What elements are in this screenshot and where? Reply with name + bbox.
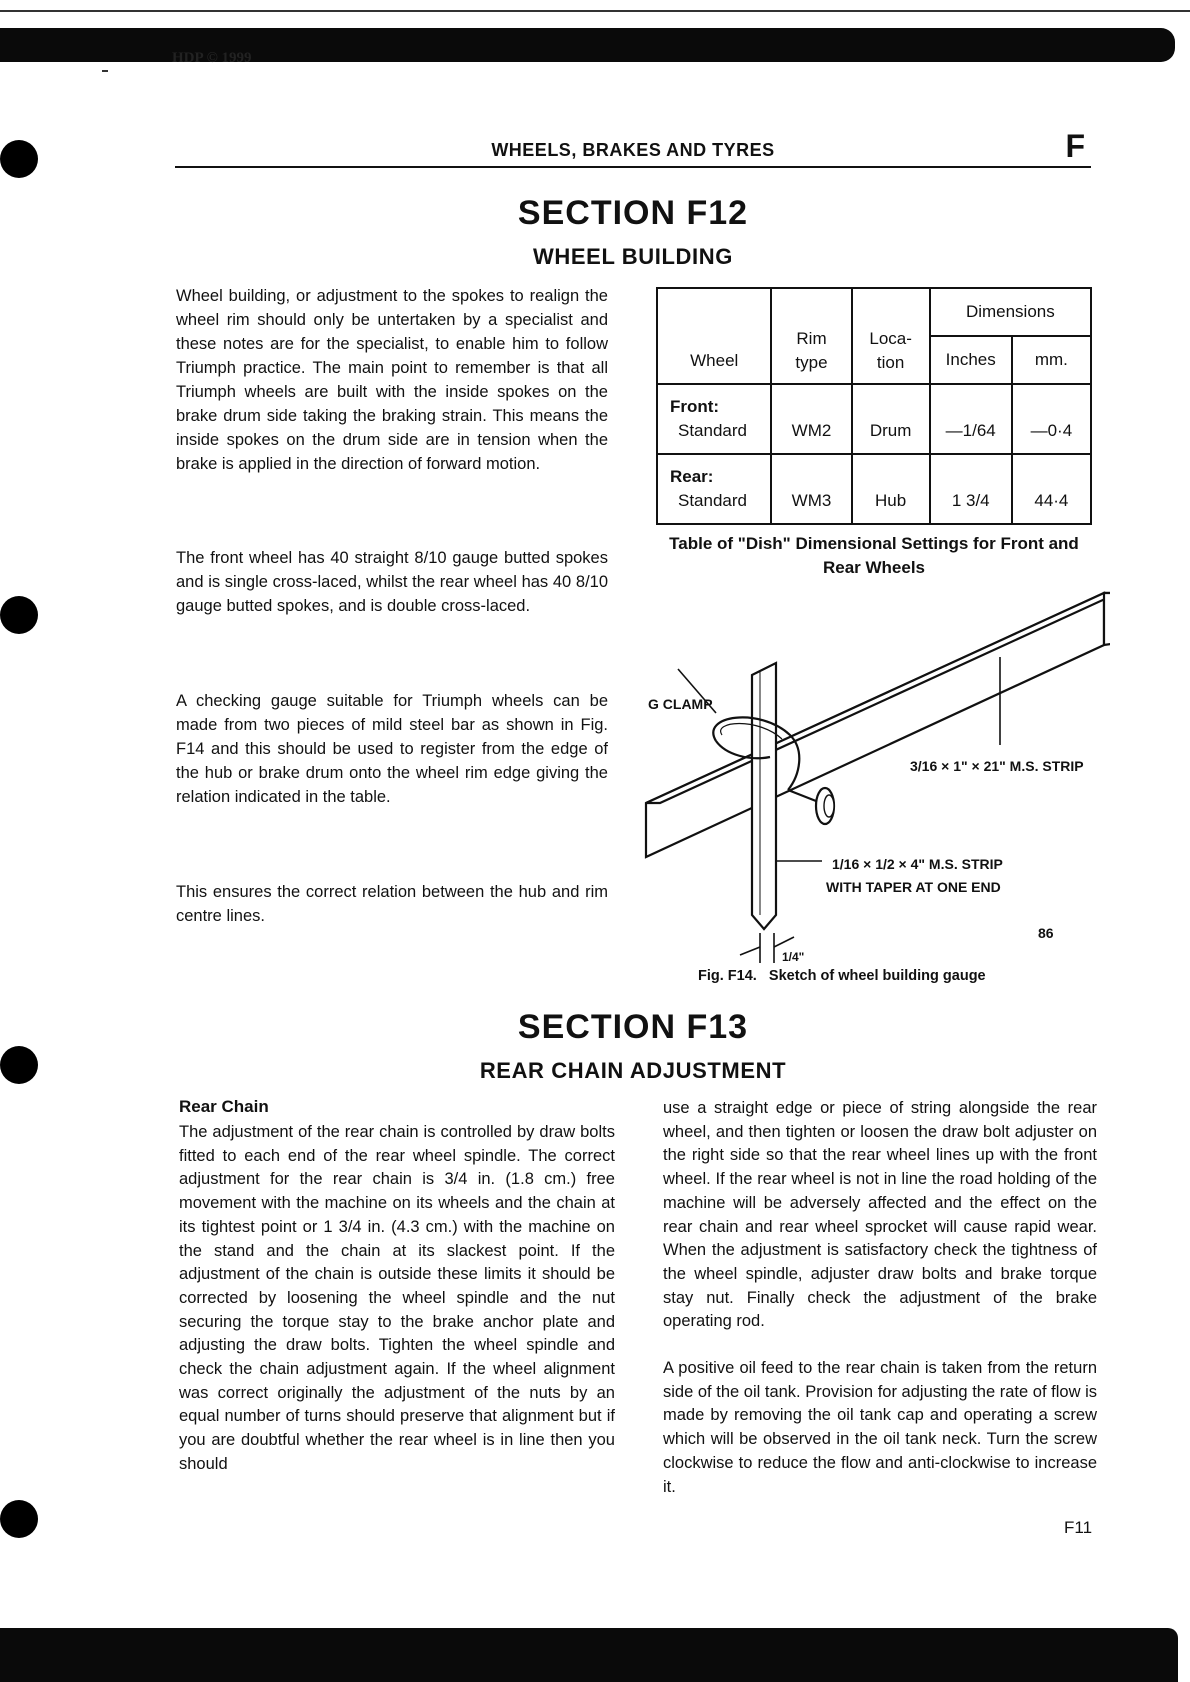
th-location-label: Loca-tion — [869, 329, 912, 372]
page-number: F11 — [1064, 1518, 1093, 1537]
binder-hole — [0, 596, 38, 634]
scan-mark — [102, 70, 108, 72]
cell-inches: 1 3/4 — [930, 454, 1012, 524]
figure-caption: Fig. F14. Sketch of wheel building gauge — [698, 968, 986, 984]
binder-hole — [0, 140, 38, 178]
f12-paragraph-3: A checking gauge suitable for Triumph wheels can be made from two pieces of mild steel bar as shown in Fig. F14 and this should be used to register from the edge of the hub or brake drum onto the wheel rim edge giving the relation indicated in the table. — [176, 692, 608, 806]
section-f13-subtitle: REAR CHAIN ADJUSTMENT — [479, 1058, 787, 1083]
th-mm: mm. — [1012, 336, 1091, 384]
th-rim-type-label: Rim type — [795, 329, 828, 372]
cell-inches: —1/64 — [930, 384, 1012, 454]
table-caption: Table of "Dish" Dimensional Settings for Front and Rear Wheels — [669, 534, 1079, 577]
section-f13-title: SECTION F13 — [517, 1008, 749, 1046]
th-rim-type — [771, 288, 851, 384]
f13-right-column-1: use a straight edge or piece of string alongside the rear wheel, and then tighten or loosen the draw bolt adjuster on the right side so that the rear wheel lines up with the front wheel. If the rear wheel is not in line the road holding of the machine will be adversely affected and the effect on the rear chain and rear wheel sprocket will cause rapid wear. When the adjustment is satisfactory check the tightness of the wheel spindle, adjuster draw bolts and brake torque stay nut. Finally check the adjustment of the brake operating rod. — [663, 1099, 1097, 1331]
row-wheel-label: Rear: — [670, 467, 714, 486]
table-row — [657, 454, 1091, 524]
running-header — [175, 128, 1091, 168]
scan-top-line — [0, 10, 1190, 12]
th-wheel: Wheel — [657, 288, 771, 384]
cell-wheel — [657, 384, 771, 454]
figure-number: 86 — [1038, 925, 1054, 941]
cell-location: Drum — [852, 384, 930, 454]
th-inches: Inches — [930, 336, 1012, 384]
section-f12-title: SECTION F12 — [517, 194, 749, 232]
label-quarter-inch: 1/4" — [782, 950, 805, 964]
cell-mm: —0·4 — [1012, 384, 1091, 454]
cell-wheel — [657, 454, 771, 524]
label-long-strip: 3/16 × 1" × 21" M.S. STRIP — [910, 758, 1084, 774]
section-f12-subtitle: WHEEL BUILDING — [533, 244, 733, 269]
cell-rim-type: WM3 — [771, 454, 851, 524]
label-short-strip: 1/16 × 1/2 × 4" M.S. STRIP — [832, 856, 1003, 872]
row-wheel-label: Front: — [670, 397, 720, 416]
header-section-letter: F — [1065, 128, 1085, 164]
rear-chain-heading: Rear Chain — [179, 1097, 269, 1116]
row-wheel-sub: Standard — [678, 491, 747, 510]
header-title: WHEELS, BRAKES AND TYRES — [491, 140, 775, 160]
short-strip-drawing — [752, 663, 776, 929]
cell-location: Hub — [852, 454, 930, 524]
copyright-text: HDP © 1999 — [172, 50, 252, 66]
cell-rim-type: WM2 — [771, 384, 851, 454]
table-row — [657, 384, 1091, 454]
f13-left-column: The adjustment of the rear chain is controlled by draw bolts fitted to each end of the rear wheel spindle. The correct adjustment for the rear chain is 3/4 in. (1.8 cm.) free movement with the machine on its wheels and the chain at its tightest point or 1 3/4 in. (4.3 cm.) with the machine on the stand and the chain at its slackest point. If the adjustment of the chain is outside these limits it should be corrected by loosening the wheel spindle and the nut securing the torque stay to the brake anchor plate and adjusting the draw bolts. Tighten the wheel spindle and check the chain adjustment again. If the wheel alignment was correct originally the adjustment of the nuts by an equal number of turns should preserve that alignment but if you are doubtful whether the rear wheel is in line then you should — [179, 1123, 615, 1473]
th-dimensions: Dimensions — [930, 288, 1091, 336]
label-short-strip-taper: WITH TAPER AT ONE END — [826, 879, 1001, 895]
binder-hole — [0, 1500, 38, 1538]
f12-paragraph-2: The front wheel has 40 straight 8/10 gauge butted spokes and is single cross-laced, whilst the rear wheel has 40 8/10 gauge butted spokes, and is double cross-laced. — [176, 549, 608, 615]
scan-bottom-bar — [0, 1628, 1178, 1682]
f12-paragraph-4: This ensures the correct relation between the hub and rim centre lines. — [176, 883, 608, 925]
label-g-clamp: G CLAMP — [648, 696, 713, 712]
cell-mm: 44·4 — [1012, 454, 1091, 524]
binder-hole — [0, 1046, 38, 1084]
th-location — [852, 288, 930, 384]
dish-settings-table — [656, 287, 1092, 525]
row-wheel-sub: Standard — [678, 421, 747, 440]
f12-paragraph-1: Wheel building, or adjustment to the spokes to realign the wheel rim should only be untertaken by a specialist and these notes are for the specialist, to enable him to follow Triumph practice. The main point to remember is that all Triumph wheels are built with the inside spokes on the brake drum side taking the braking strain. This means the inside spokes on the drum side are in tension when the brake is applied in the direction of forward motion. — [176, 287, 608, 473]
f13-right-column-2: A positive oil feed to the rear chain is taken from the return side of the oil tank. Provision for adjusting the rate of flow is made by removing the oil tank cap and operating a screw which will be observed in the oil tank neck. Turn the screw clockwise to reduce the flow and anti-clockwise to increase it. — [663, 1359, 1097, 1496]
